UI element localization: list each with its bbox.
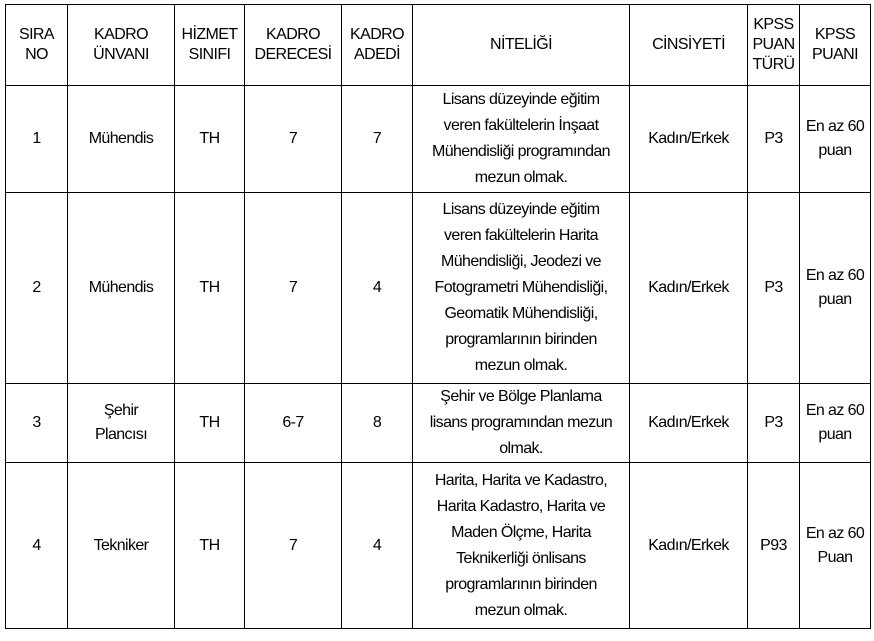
cell-adet: 7	[342, 86, 413, 193]
cell-sinif: TH	[175, 384, 245, 463]
cell-unvan	[68, 86, 175, 193]
cell-nitelik-line: Lisans düzeyinde eğitim	[442, 91, 600, 108]
cell-sinif: TH	[175, 193, 245, 384]
cell-nitelik-line: Şehir ve Bölge Planlama	[440, 388, 602, 405]
cell-puan-turu: P93	[748, 463, 800, 629]
cell-cinsiyet: Kadın/Erkek	[630, 463, 748, 629]
cell-nitelik-line: Harita Kadastro, Harita ve	[436, 497, 606, 515]
header-niteligi	[413, 5, 630, 86]
cell-puan-line: Puan	[817, 548, 853, 566]
kadro-table	[5, 4, 871, 629]
cell-cinsiyet: Kadın/Erkek	[630, 193, 748, 384]
cell-cinsiyet: Kadın/Erkek	[630, 86, 748, 193]
cell-nitelik-line: veren fakültelerin İnşaat	[443, 117, 599, 134]
cell-sira: 1	[6, 86, 68, 193]
cell-nitelik-line: lisans programından mezun	[429, 414, 613, 431]
header-kadro-unvani	[68, 5, 175, 86]
cell-cinsiyet: Kadın/Erkek	[630, 384, 748, 463]
header-hizmet-sinifi	[175, 5, 245, 86]
header-cinsiyeti-label: CİNSİYETİ	[652, 36, 725, 53]
header-kpss-puani-line: KPSS	[814, 26, 856, 43]
cell-puan	[800, 463, 871, 629]
cell-nitelik-line: Teknikerliği önlisans	[456, 549, 586, 567]
cell-derece: 7	[245, 193, 342, 384]
cell-nitelik-line: veren fakültelerin Harita	[444, 227, 598, 244]
cell-derece: 6-7	[245, 384, 342, 463]
cell-unvan-line: Şehir	[103, 402, 139, 419]
header-cinsiyeti	[630, 5, 748, 86]
header-kpss-puani-line: PUANI	[812, 46, 858, 63]
cell-puan-turu: P3	[748, 86, 800, 193]
cell-unvan-line: Plancısı	[94, 426, 148, 443]
cell-unvan-line: Mühendis	[88, 130, 154, 147]
cell-sinif: TH	[175, 86, 245, 193]
cell-sinif: TH	[175, 463, 245, 629]
cell-adet: 4	[342, 463, 413, 629]
header-hizmet-sinifi-line: HİZMET	[181, 26, 238, 43]
cell-nitelik-line: programlarının birinden	[445, 575, 597, 593]
table-row	[6, 384, 871, 463]
header-sira-no-line: SIRA	[19, 26, 54, 43]
cell-nitelik-line: Fotogrametri Mühendisliği,	[434, 279, 608, 296]
cell-unvan	[68, 463, 175, 629]
header-kadro-derecesi-line: DERECESİ	[254, 46, 332, 63]
table-row	[6, 86, 871, 193]
cell-nitelik-line: Harita, Harita ve Kadastro,	[434, 471, 608, 489]
header-sira-no-line: NO	[25, 46, 48, 63]
header-kpss-puani	[800, 5, 871, 86]
cell-nitelik	[413, 384, 630, 463]
header-row	[6, 5, 871, 86]
header-sira-no	[6, 5, 68, 86]
cell-puan-line: En az 60	[805, 524, 865, 542]
cell-puan	[800, 193, 871, 384]
cell-puan-line: En az 60	[805, 267, 865, 284]
cell-unvan-line: Mühendis	[88, 279, 154, 296]
header-kadro-derecesi-line: KADRO	[266, 26, 320, 43]
cell-nitelik	[413, 463, 630, 629]
header-kpss-puan-turu-line: KPSS	[753, 16, 794, 33]
cell-nitelik	[413, 86, 630, 193]
table-row	[6, 193, 871, 384]
header-kpss-puan-turu-line: PUAN	[752, 36, 795, 53]
header-kpss-puan-turu-line: TÜRÜ	[752, 56, 795, 73]
cell-nitelik-line: Geomatik Mühendisliği,	[444, 305, 598, 322]
cell-adet: 8	[342, 384, 413, 463]
header-kadro-adedi-line: ADEDİ	[354, 46, 400, 63]
cell-puan-line: En az 60	[805, 402, 865, 419]
cell-adet: 4	[342, 193, 413, 384]
header-kadro-adedi	[342, 5, 413, 86]
cell-sira: 4	[6, 463, 68, 629]
header-kadro-unvani-line: KADRO	[94, 26, 148, 43]
cell-puan-line: puan	[818, 142, 852, 159]
cell-derece: 7	[245, 463, 342, 629]
cell-puan-turu: P3	[748, 384, 800, 463]
cell-unvan-line: Tekniker	[93, 536, 149, 554]
table-row	[6, 463, 871, 629]
cell-nitelik-line: mezun olmak.	[474, 357, 568, 374]
header-hizmet-sinifi-line: SINIFI	[188, 46, 231, 63]
cell-sira: 2	[6, 193, 68, 384]
cell-nitelik-line: mezun olmak.	[474, 601, 568, 619]
cell-nitelik-line: Lisans düzeyinde eğitim	[442, 201, 600, 218]
header-niteligi-label: NİTELİĞİ	[490, 36, 552, 53]
cell-nitelik-line: Maden Ölçme, Harita	[451, 523, 591, 541]
cell-unvan	[68, 384, 175, 463]
cell-nitelik-line: Mühendisliği programından	[431, 143, 610, 160]
cell-nitelik-line: Mühendisliği, Jeodezi ve	[441, 253, 601, 270]
cell-nitelik-line: olmak.	[499, 440, 543, 457]
cell-puan-line: puan	[818, 426, 852, 443]
cell-nitelik	[413, 193, 630, 384]
cell-puan	[800, 86, 871, 193]
header-kadro-adedi-line: KADRO	[350, 26, 404, 43]
cell-puan	[800, 384, 871, 463]
header-kadro-derecesi	[245, 5, 342, 86]
cell-sira: 3	[6, 384, 68, 463]
header-kpss-puan-turu	[748, 5, 800, 86]
cell-puan-line: puan	[818, 291, 852, 308]
cell-nitelik-line: mezun olmak.	[474, 169, 568, 186]
header-kadro-unvani-line: ÜNVANI	[93, 46, 149, 63]
cell-derece: 7	[245, 86, 342, 193]
cell-puan-line: En az 60	[805, 118, 865, 135]
cell-nitelik-line: programlarının birinden	[445, 331, 597, 348]
cell-puan-turu: P3	[748, 193, 800, 384]
cell-unvan	[68, 193, 175, 384]
